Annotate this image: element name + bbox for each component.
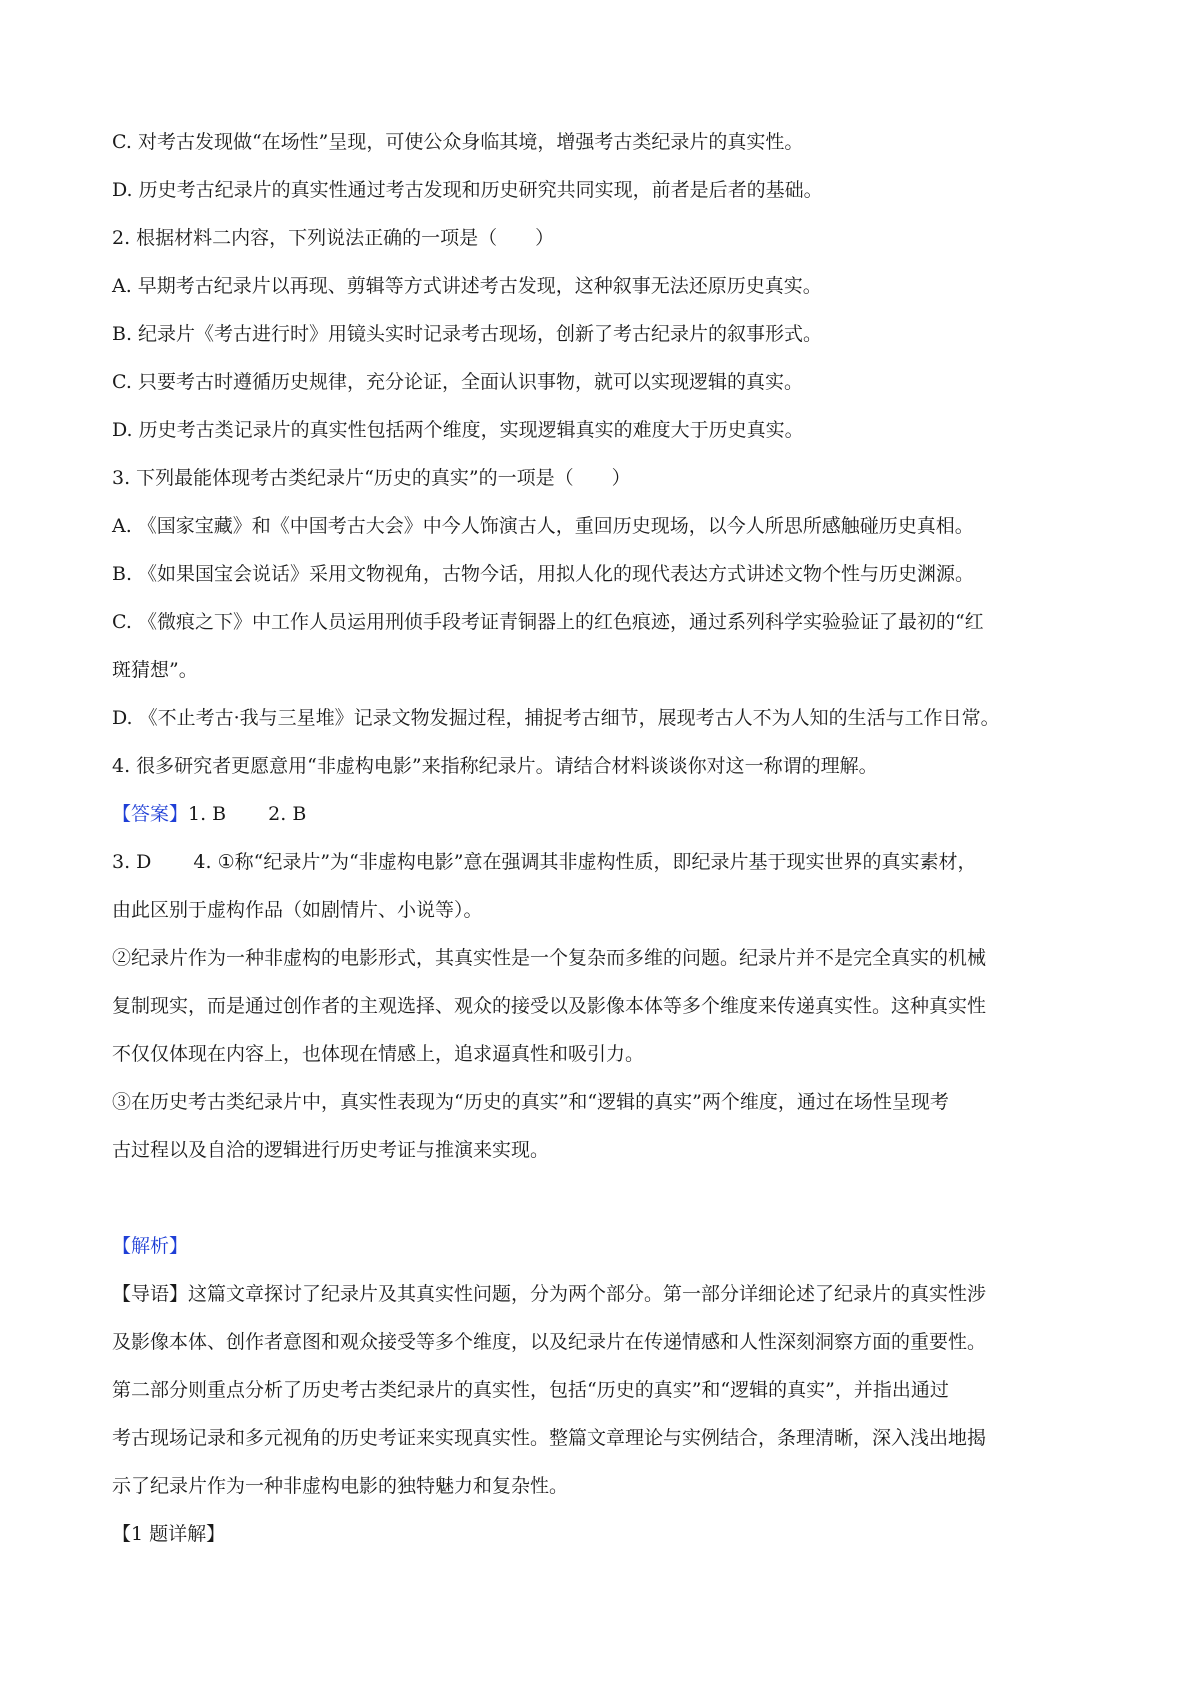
q3-option-a: A. 《国家宝藏》和《中国考古大会》中今人饰演古人，重回历史现场，以今人所思所感触碰历史真相。 xyxy=(112,515,974,537)
q2-option-d: D. 历史考古类记录片的真实性包括两个维度，实现逻辑真实的难度大于历史真实。 xyxy=(112,419,804,441)
q3-option-c-continued: 斑猜想”。 xyxy=(112,659,198,681)
answer-line xyxy=(112,790,1102,838)
answer-4-continued: 由此区别于虚构作品（如剧情片、小说等）。 xyxy=(112,899,483,921)
q3-stem: 3. 下列最能体现考古类纪录片“历史的真实”的一项是（ ） xyxy=(112,467,631,489)
answer-3-4-line xyxy=(112,838,1102,886)
q1-option-c: C. 对考古发现做“在场性”呈现，可使公众身临其境，增强考古类纪录片的真实性。 xyxy=(112,131,804,153)
answer-point-2-continued: 复制现实，而是通过创作者的主观选择、观众的接受以及影像本体等多个维度来传递真实性。这种真实性 xyxy=(112,995,987,1017)
analysis-label: 【解析】 xyxy=(112,1235,189,1257)
analysis-intro-5: 示了纪录片作为一种非虚构电影的独特魅力和复杂性。 xyxy=(112,1475,569,1497)
q1-detail-heading: 【1 题详解】 xyxy=(112,1523,226,1545)
analysis-intro: 【导语】这篇文章探讨了纪录片及其真实性问题，分为两个部分。第一部分详细论述了纪录片的真实性涉 xyxy=(112,1283,987,1305)
q3-option-b: B. 《如果国宝会说话》采用文物视角，古物今话，用拟人化的现代表达方式讲述文物个性与历史渊源。 xyxy=(112,563,975,585)
analysis-intro-2: 及影像本体、创作者意图和观众接受等多个维度，以及纪录片在传递情感和人性深刻洞察方面的重要性。 xyxy=(112,1331,987,1353)
q2-stem: 2. 根据材料二内容，下列说法正确的一项是（ ） xyxy=(112,227,555,249)
answer-point-2-end: 不仅仅体现在内容上，也体现在情感上，追求逼真性和吸引力。 xyxy=(112,1043,645,1065)
q1-option-d: D. 历史考古纪录片的真实性通过考古发现和历史研究共同实现，前者是后者的基础。 xyxy=(112,179,823,201)
q3-option-d: D. 《不止考古·我与三星堆》记录文物发掘过程，捕捉考古细节，展现考古人不为人知的生活与工作日常。 xyxy=(112,707,1000,729)
answer-point-3-continued: 古过程以及自洽的逻辑进行历史考证与推演来实现。 xyxy=(112,1139,550,1161)
answer-2: 2. B xyxy=(268,803,307,825)
q2-option-c: C. 只要考古时遵循历史规律，充分论证，全面认识事物，就可以实现逻辑的真实。 xyxy=(112,371,803,393)
analysis-intro-4: 考古现场记录和多元视角的历史考证来实现真实性。整篇文章理论与实例结合，条理清晰，深入浅出地揭 xyxy=(112,1427,987,1449)
q2-option-a: A. 早期考古纪录片以再现、剪辑等方式讲述考古发现，这种叙事无法还原历史真实。 xyxy=(112,275,822,297)
answer-point-3: ③在历史考古类纪录片中，真实性表现为“历史的真实”和“逻辑的真实”两个维度，通过在场性呈现考 xyxy=(112,1091,949,1113)
analysis-intro-3: 第二部分则重点分析了历史考古类纪录片的真实性，包括“历史的真实”和“逻辑的真实”，并指出通过 xyxy=(112,1379,949,1401)
q3-option-c: C. 《微痕之下》中工作人员运用刑侦手段考证青铜器上的红色痕迹，通过系列科学实验验证了最初的“红 xyxy=(112,611,984,633)
answer-point-2: ②纪录片作为一种非虚构的电影形式，其真实性是一个复杂而多维的问题。纪录片并不是完全真实的机械 xyxy=(112,947,987,969)
answer-label: 【答案】 xyxy=(112,803,189,825)
document-content xyxy=(112,118,1102,1558)
q2-option-b: B. 纪录片《考古进行时》用镜头实时记录考古现场，创新了考古纪录片的叙事形式。 xyxy=(112,323,823,345)
q4-stem: 4. 很多研究者更愿意用“非虚构电影”来指称纪录片。请结合材料谈谈你对这一称谓的理解。 xyxy=(112,755,878,777)
answer-1: 1. B xyxy=(188,803,227,825)
answer-4: 4. ①称“纪录片”为“非虚构电影”意在强调其非虚构性质，即纪录片基于现实世界的真实素材， xyxy=(193,851,977,873)
answer-3: 3. D xyxy=(112,851,152,873)
